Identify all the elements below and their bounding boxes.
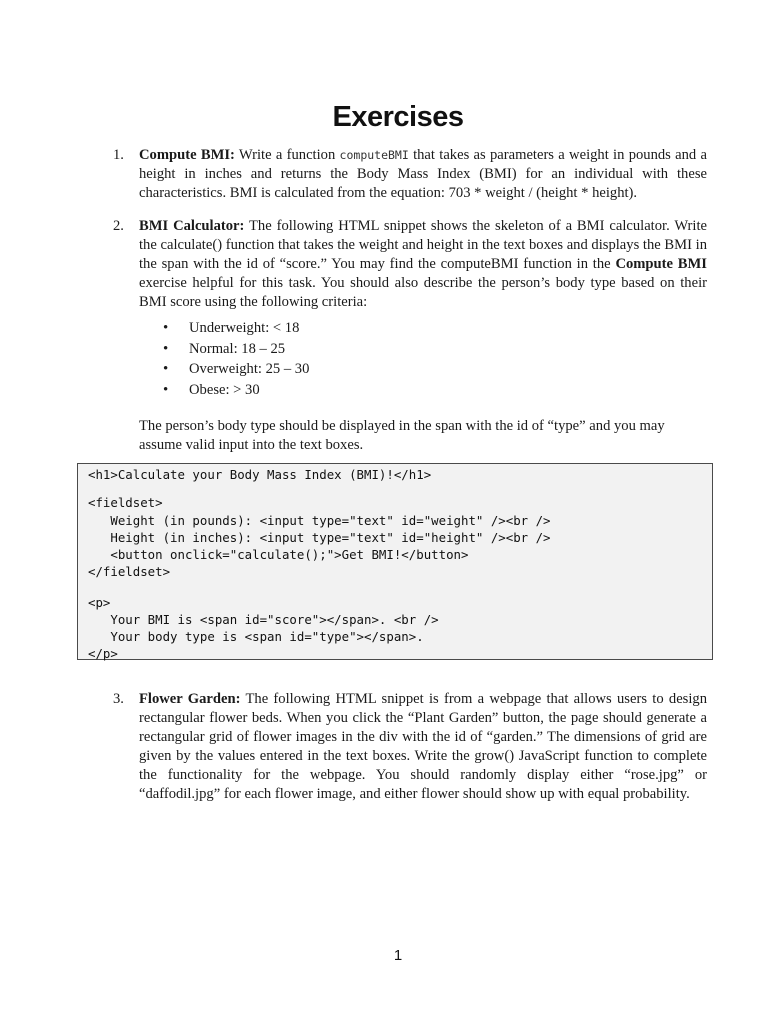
exercise-text: exercise helpful for this task. You should also describe the person’s body type based on their BMI score using the following criteria: <box>139 275 707 310</box>
code-line: </p> <box>88 646 118 661</box>
code-line: <p> <box>88 595 111 610</box>
code-line: Your body type is <span id="type"></span>. <box>88 629 424 644</box>
exercise-body <box>139 217 707 312</box>
code-line: Weight (in pounds): <input type="text" id="weight" /><br /> <box>88 513 551 528</box>
exercise-number: 1. <box>113 147 124 163</box>
exercise-text: The following HTML snippet is from a webpage that allows users to design rectangular flower beds. When you click the “Plant Garden” button, the page should generate a rectangular grid of flower images in the div with the id of “garden.” The dimensions of grid are given by the values entered in the text boxes. Write the grow() JavaScript function to complete the functionality for the webpage. You should randomly display either “rose.jpg” or “daffodil.jpg” for each flower image, and either flower should show up with equal probability. <box>139 691 708 802</box>
code-line: <button onclick="calculate();">Get BMI!</button> <box>88 547 469 562</box>
exercise-number: 2. <box>113 218 124 234</box>
exercise-text: that takes as parameters a weight in pounds and a height in inches and returns the Body Mass Index (BMI) for an individual with these characteristics. BMI is calculated from the equation: 703 * weight / (height * height). <box>139 147 707 201</box>
criteria-item: • Obese: > 30 <box>139 380 309 401</box>
exercise-heading: Compute BMI: <box>139 147 235 163</box>
exercise-text: The person’s body type should be displayed in the span with the id of “type” and you may assume valid input into the text boxes. <box>139 418 665 453</box>
exercise-reference: Compute BMI <box>615 256 707 272</box>
criteria-item: • Normal: 18 – 25 <box>139 339 309 360</box>
code-line: <fieldset> <box>88 495 163 510</box>
code-line: Height (in inches): <input type="text" id="height" /><br /> <box>88 530 551 545</box>
exercise-text: Write a function <box>234 147 340 163</box>
exercise-heading: BMI Calculator: <box>139 218 245 234</box>
exercise-body <box>139 146 707 203</box>
code-line: Your BMI is <span id="score"></span>. <br /> <box>88 612 439 627</box>
code-line: </fieldset> <box>88 564 171 579</box>
exercise-heading: Flower Garden: <box>139 691 241 707</box>
exercise-number: 3. <box>113 691 124 707</box>
criteria-item: • Underweight: < 18 <box>139 318 309 339</box>
exercise-body <box>139 690 707 804</box>
exercise-text: The following HTML snippet shows the skeleton of a BMI calculator. Write the calculate() function that takes the weight and height in the text boxes and displays the BMI in the span with the id of “score.” You may find the computeBMI function in the <box>139 218 707 272</box>
code-snippet <box>77 463 713 660</box>
page-number: 1 <box>393 947 403 964</box>
inline-code: computeBMI <box>339 148 409 162</box>
criteria-item: • Overweight: 25 – 30 <box>139 359 309 380</box>
criteria-list <box>139 318 309 400</box>
page-title: Exercises <box>332 101 464 133</box>
code-line: <h1>Calculate your Body Mass Index (BMI)!</h1> <box>88 467 432 482</box>
